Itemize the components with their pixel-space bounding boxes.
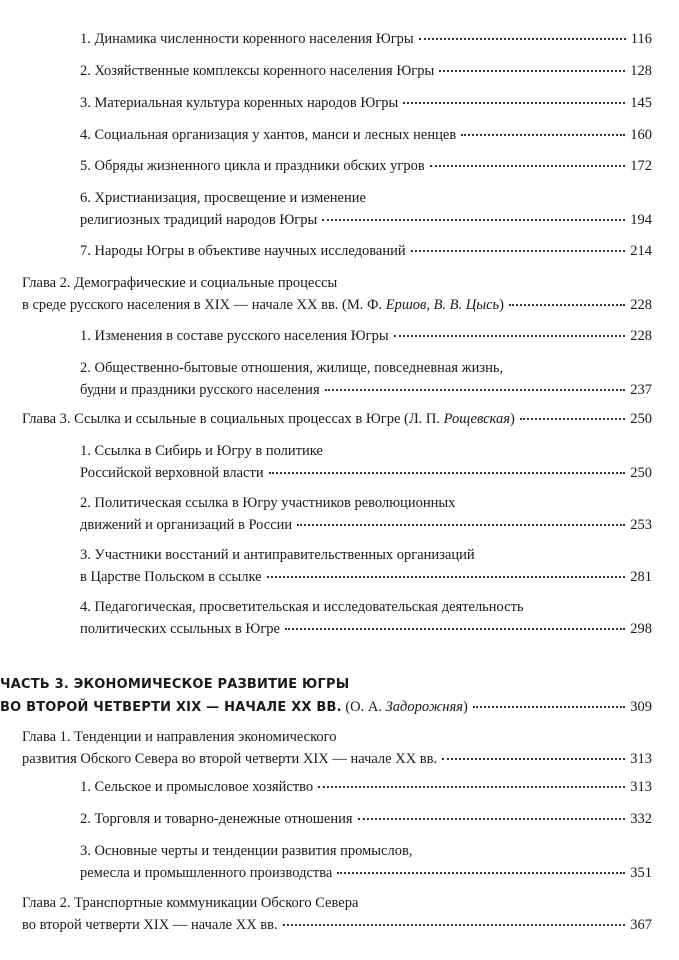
- page-number: 313: [630, 751, 652, 767]
- dot-leader: [439, 70, 625, 72]
- page-number: 228: [630, 297, 652, 313]
- toc-chapter[interactable]: [22, 726, 652, 770]
- entry-title-cont: политических ссыльных в Югре: [80, 621, 280, 637]
- toc-entry[interactable]: [80, 325, 652, 347]
- toc-entry[interactable]: [80, 840, 652, 884]
- entry-title-cont: религиозных традиций народов Югры: [80, 212, 318, 228]
- part-title: ЧАСТЬ 3. ЭКОНОМИЧЕСКОЕ РАЗВИТИЕ ЮГРЫ: [0, 677, 350, 692]
- page-number: 228: [630, 328, 652, 344]
- dot-leader: [430, 165, 626, 167]
- entry-title: 2. Торговля и товарно-денежные отношения: [80, 811, 353, 827]
- page-number: 250: [630, 411, 652, 427]
- page-number: 367: [630, 917, 652, 933]
- entry-title-cont: в среде русского населения в XIX — начале XX вв. (М. Ф. Ершов, В. В. Цысь): [22, 297, 504, 313]
- dot-leader: [419, 38, 626, 40]
- page-number: 309: [630, 699, 652, 715]
- dot-leader: [473, 706, 625, 708]
- entry-title: 4. Социальная организация у хантов, манси и лесных ненцев: [80, 127, 457, 143]
- entry-title-cont: развития Обского Севера во второй четверти XIX — начале XX вв.: [22, 751, 438, 767]
- dot-leader: [285, 628, 625, 630]
- dot-leader: [394, 335, 626, 337]
- toc-entry[interactable]: [80, 124, 652, 146]
- entry-title: 1. Ссылка в Сибирь и Югру в политике: [80, 443, 323, 459]
- toc-entry[interactable]: [80, 92, 652, 114]
- page-number: 332: [630, 811, 652, 827]
- author-names: Задорожняя: [385, 699, 463, 715]
- entry-title-cont: будни и праздники русского населения: [80, 382, 320, 398]
- toc-entry[interactable]: [80, 240, 652, 262]
- entry-title: 7. Народы Югры в объективе научных исследований: [80, 243, 406, 259]
- entry-title: 3. Участники восстаний и антиправительственных организаций: [80, 547, 475, 563]
- toc-entry[interactable]: [80, 440, 652, 484]
- toc-chapter[interactable]: [22, 272, 652, 316]
- dot-leader: [337, 872, 625, 874]
- entry-title: 6. Христианизация, просвещение и изменение: [80, 190, 366, 206]
- toc-entry[interactable]: [80, 808, 652, 830]
- entry-title: Глава 3. Ссылка и ссыльные в социальных процессах в Югре (Л. П. Рощевская): [22, 411, 515, 427]
- page-number: 172: [630, 158, 652, 174]
- entry-title: 2. Хозяйственные комплексы коренного населения Югры: [80, 63, 435, 79]
- dot-leader: [267, 576, 626, 578]
- page-number: 145: [630, 95, 652, 111]
- page-number: 313: [630, 779, 652, 795]
- dot-leader: [509, 304, 625, 306]
- dot-leader: [520, 418, 625, 420]
- entry-title-cont: во второй четверти XIX — начале XX вв.: [22, 917, 278, 933]
- author-names: Рощевская: [443, 411, 510, 427]
- entry-title: 1. Динамика численности коренного населения Югры: [80, 31, 414, 47]
- entry-title: 2. Общественно-бытовые отношения, жилище, повседневная жизнь,: [80, 360, 504, 376]
- entry-title: 4. Педагогическая, просветительская и исследовательская деятельность: [80, 599, 524, 615]
- toc-entry[interactable]: [80, 596, 652, 640]
- page-number: 214: [630, 243, 652, 259]
- page-number: 253: [630, 517, 652, 533]
- entry-title: Глава 2. Демографические и социальные процессы: [22, 275, 338, 291]
- toc-entry[interactable]: [80, 155, 652, 177]
- dot-leader: [297, 524, 625, 526]
- entry-title-cont: ремесла и промышленного производства: [80, 865, 333, 881]
- toc-entry[interactable]: [80, 60, 652, 82]
- dot-leader: [322, 219, 625, 221]
- toc-entry[interactable]: [80, 492, 652, 536]
- entry-title-cont: движений и организаций в России: [80, 517, 293, 533]
- toc-chapter[interactable]: [22, 892, 652, 936]
- entry-title: Глава 1. Тенденции и направления экономического: [22, 729, 337, 745]
- entry-title: 5. Обряды жизненного цикла и праздники обских угров: [80, 158, 425, 174]
- entry-title: 3. Основные черты и тенденции развития промыслов,: [80, 843, 413, 859]
- toc-entry[interactable]: [80, 776, 652, 798]
- page-number: 250: [630, 465, 652, 481]
- toc-entry[interactable]: [80, 187, 652, 231]
- toc-entry[interactable]: [80, 357, 652, 401]
- page-number: 128: [630, 63, 652, 79]
- entry-title: 1. Сельское и промысловое хозяйство: [80, 779, 314, 795]
- page-number: 281: [630, 569, 652, 585]
- entry-title: Глава 2. Транспортные коммуникации Обского Севера: [22, 895, 359, 911]
- entry-title-cont: Российской верховной власти: [80, 465, 264, 481]
- entry-title: 3. Материальная культура коренных народов Югры: [80, 95, 399, 111]
- toc-entry[interactable]: [80, 544, 652, 588]
- dot-leader: [358, 818, 626, 820]
- dot-leader: [269, 472, 626, 474]
- page-number: 160: [630, 127, 652, 143]
- dot-leader: [318, 786, 625, 788]
- entry-title: 1. Изменения в составе русского населения Югры: [80, 328, 389, 344]
- dot-leader: [411, 250, 626, 252]
- page-number: 237: [630, 382, 652, 398]
- page-number: 194: [630, 212, 652, 228]
- dot-leader: [461, 134, 625, 136]
- page-number: 351: [630, 865, 652, 881]
- toc-chapter[interactable]: [22, 408, 652, 430]
- part-title-cont: ВО ВТОРОЙ ЧЕТВЕРТИ XIX — НАЧАЛЕ XX ВВ. (О. А. Задорожняя): [0, 699, 468, 715]
- entry-title-cont: в Царстве Польском в ссылке: [80, 569, 262, 585]
- dot-leader: [325, 389, 626, 391]
- dot-leader: [442, 758, 625, 760]
- page-number: 298: [630, 621, 652, 637]
- dot-leader: [283, 924, 626, 926]
- page-number: 116: [630, 31, 652, 47]
- dot-leader: [403, 102, 625, 104]
- toc-part-heading[interactable]: [0, 674, 652, 719]
- toc-entry[interactable]: [80, 28, 652, 50]
- entry-title: 2. Политическая ссылка в Югру участников революционных: [80, 495, 456, 511]
- author-names: Ершов, В. В. Цысь: [385, 297, 500, 313]
